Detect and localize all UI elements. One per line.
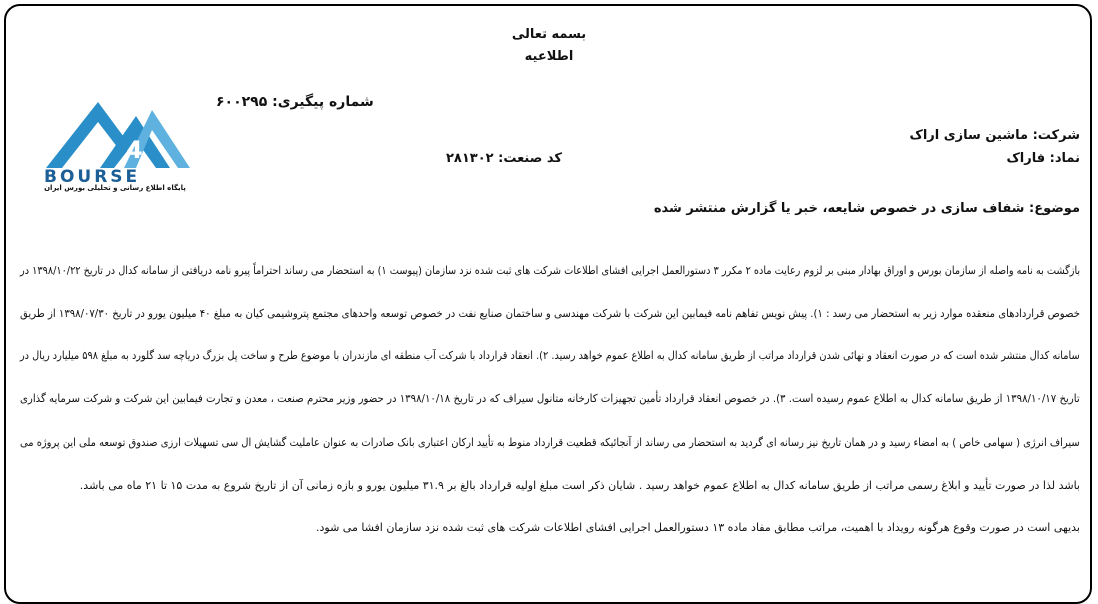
tracking-number: شماره پیگیری: ۶۰۰۲۹۵ [216, 94, 374, 110]
bourse-wordmark: BOURSE [44, 167, 141, 187]
notice-frame [4, 4, 1092, 604]
svg-text:4: 4 [126, 136, 143, 164]
notice-heading: اطلاعیه [524, 49, 574, 64]
body-line: سامانه کدال منتشر شده است که در صورت انعقاد و نهائی شدن قرارداد مراتب از طریق سامانه کدال به اطلاع عموم خواهد رسید. ۲). انعقاد قرارداد با شرکت آب منطقه ای مازندران با موضوع طرح و ساخت پل بزرگ دریاچه سد گلورد به مبلغ ۵۹۸ میلیارد ریال در [20, 349, 1080, 362]
company-name: شرکت: ماشین سازی اراک [909, 128, 1080, 143]
svg-text:2: 2 [88, 137, 107, 167]
body-line: سیراف انرژی ( سهامی خاص ) به امضاء رسید و در همان تاریخ نیز رسانه ای گردید به استحضار می رساند از آنجائیکه قطعیت قرارداد منوط به تأیید ارکان اعتباری بانک صادرات به عنوان عاملیت گشایش ال سی تسهیلات ارزی صندوق توسعه ملی این پروژه می [20, 436, 1080, 449]
subject-line: موضوع: شفاف سازی در خصوص شایعه، خبر یا گزارش منتشر شده [653, 201, 1080, 216]
logo-caption: پایگاه اطلاع رسانی و تحلیلی بورس ایران [44, 184, 186, 192]
stock-symbol: نماد: فاراک [1006, 151, 1080, 166]
industry-code: کد صنعت: ۲۸۱۳۰۲ [446, 151, 562, 166]
body-line: بدیهی است در صورت وقوع هرگونه رویداد با اهمیت، مراتب مطابق مفاد ماده ۱۳ دستورالعمل اجرایی افشای اطلاعات شرکت های ثبت شده نزد سازمان افشا می شود. [316, 521, 1080, 534]
body-line: تاریخ ۱۳۹۸/۱۰/۱۷ از طریق سامانه کدال به اطلاع عموم رسیده است. ۳). در خصوص انعقاد قرارداد تأمین تجهیزات کارخانه متانول سیراف که در تاریخ ۱۳۹۸/۱۰/۱۸ در حضور وزیر محترم صنعت ، معدن و تجارت فیمابین این شرکت و شرکت سرمایه گذاری [20, 392, 1080, 405]
body-line: خصوص قراردادهای منعقده موارد زیر به استحضار می رسد : ۱). پیش نویس تفاهم نامه فیمابین این شرکت با شرکت مهندسی و ساختمان صنایع نفت در خصوص توسعه واحدهای مجتمع پتروشیمی کیان به مبلغ ۴۰ میلیون یورو در تاریخ ۱۳۹۸/۰۷/۳۰ از طریق [19, 307, 1080, 320]
bismillah-heading: بسمه تعالی [511, 27, 587, 42]
body-line: بازگشت به نامه واصله از سازمان بورس و اوراق بهادار مبنی بر لزوم رعایت ماده ۲ مکرر ۳ دستورالعمل اجرایی افشای اطلاعات شرکت های ثبت شده نزد سازمان (پیوست ۱) به استحضار می رساند احتراماً پیرو نامه دریافتی از سامانه کدال در تاریخ ۱۳۹۸/۱۰/۲۲ در [19, 264, 1080, 277]
body-line: باشد لذا در صورت تأیید و ابلاغ رسمی مراتب از طریق سامانه کدال به اطلاع عموم خواهد رسید . شایان ذکر است مبلغ اولیه قرارداد بالغ بر ۳۱.۹ میلیون یورو و بازه زمانی آن از تاریخ شروع به مدت ۱۵ تا ۲۱ ماه می باشد. [79, 479, 1080, 492]
